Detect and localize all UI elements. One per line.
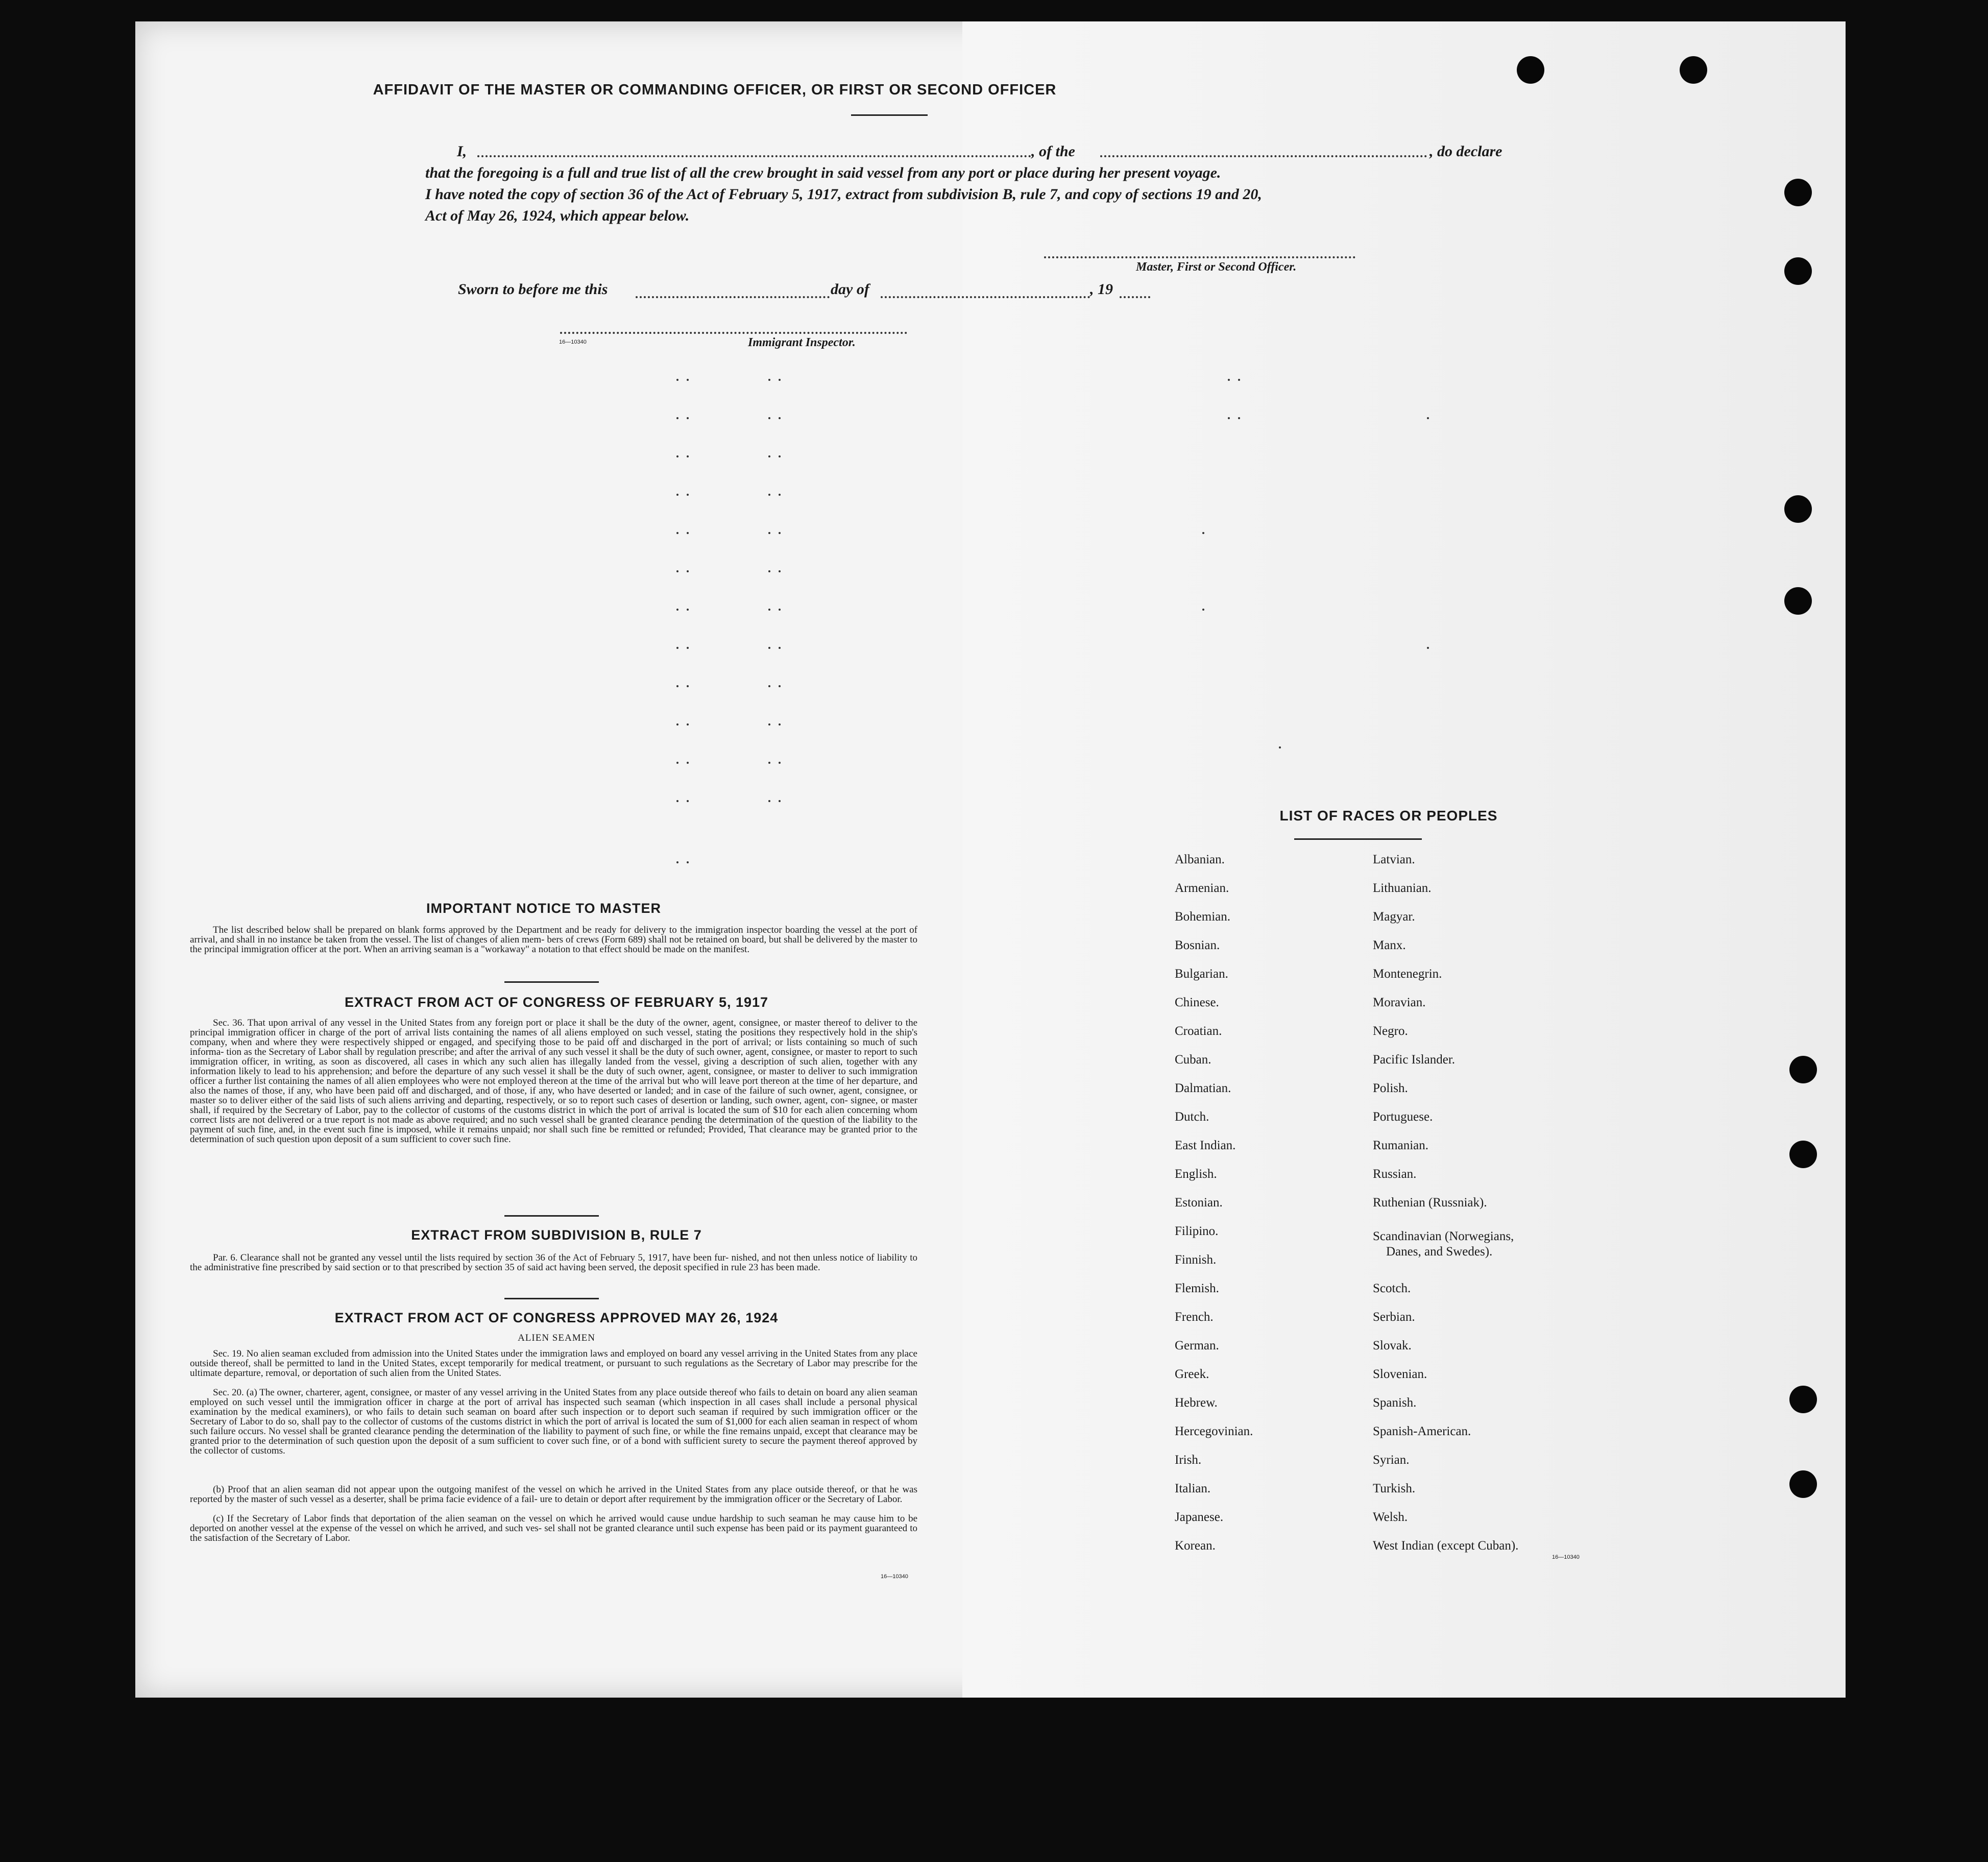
punch-hole — [1784, 257, 1812, 285]
race-item: Croatian. — [1175, 1024, 1222, 1038]
race-item: Flemish. — [1175, 1281, 1219, 1295]
race-item: Finnish. — [1175, 1253, 1217, 1267]
form-number: 16—10340 — [881, 1574, 908, 1580]
race-item: French. — [1175, 1310, 1214, 1324]
punch-hole — [1789, 1386, 1817, 1413]
race-item: Russian. — [1373, 1167, 1417, 1181]
race-item: Lithuanian. — [1373, 881, 1432, 895]
race-item: Hebrew. — [1175, 1396, 1218, 1410]
race-item: Syrian. — [1373, 1453, 1410, 1467]
affidavit-i: I, — [457, 143, 467, 160]
race-item: Estonian. — [1175, 1196, 1223, 1210]
race-item: Bulgarian. — [1175, 967, 1228, 981]
races-rule — [1294, 838, 1422, 840]
punch-hole — [1789, 1141, 1817, 1168]
race-item: Filipino. — [1175, 1224, 1219, 1238]
race-item: Portuguese. — [1373, 1110, 1433, 1124]
section-rule — [504, 981, 599, 983]
race-item: Slovak. — [1373, 1339, 1412, 1352]
race-item: Polish. — [1373, 1081, 1408, 1095]
inspector-line — [560, 332, 907, 334]
document-page — [135, 21, 1846, 1698]
race-item: East Indian. — [1175, 1139, 1236, 1152]
punch-hole — [1517, 56, 1544, 84]
race-item: Irish. — [1175, 1453, 1202, 1467]
extract-rule7-text: Par. 6. Clearance shall not be granted any vessel until the lists required by section 36 of the Act of February 5, 1917, have been fur- nished, and not then unless notice of liability to the administrative fine prescribed by said section or to that prescribed by section 35 of said act having been served, the deposit specified in rule 23 has been made. — [190, 1252, 917, 1273]
race-item: Dutch. — [1175, 1110, 1209, 1124]
race-item: Negro. — [1373, 1024, 1408, 1038]
sworn-month-blank — [881, 296, 1090, 298]
race-item: Turkish. — [1373, 1482, 1416, 1495]
affidavit-of-the: , of the — [1031, 143, 1075, 160]
affidavit-line-2: that the foregoing is a full and true list of all the crew brought in said vessel from any port or place during her present voyage. — [425, 164, 1221, 181]
race-item: Japanese. — [1175, 1510, 1224, 1524]
form-number: 16—10340 — [559, 339, 587, 345]
race-item: Serbian. — [1373, 1310, 1415, 1324]
races-title: LIST OF RACES OR PEOPLES — [1279, 808, 1498, 824]
extract-1924-sec20a: Sec. 20. (a) The owner, charterer, agent, consignee, or master of any vessel arriving in the United States from any place outside thereof who fails to detain on board any alien seaman employed on such vessel until the immigration officer in charge at the port of arrival has inspected such seaman (which inspection in all cases shall include a personal physical examination by the medical examiners), or who fails to detain such seaman on board after such inspection or to deport such seaman if required by such immigration officer or the Secretary of Labor to do so, shall pay to the collector of customs of the customs district in which the port of arrival is located the sum of $1,000 for each alien seaman in respect of whom such failure occurs. No vessel shall be granted clearance pending the determination of the liability to payment of such fine, or while the fine remains unpaid, except that clearance may be granted prior to the determination of such question upon the deposit of a sum sufficient to cover such fine, or of a bond with sufficient surety to secure the payment thereof approved by the collector of customs. — [190, 1387, 918, 1456]
notice-title: IMPORTANT NOTICE TO MASTER — [426, 901, 661, 916]
title-rule — [851, 114, 928, 116]
extract-1924-sec20c: (c) If the Secretary of Labor finds that deportation of the alien seaman on the vessel on which he arrived would cause undue hardship to such seaman he may cause him to be deported on another vessel at the expense of the vessel on which he arrived, and such ves- sel shall not be granted clearance until such expense has been paid or its payment guaranteed to the satisfaction of the Secretary of Labor. — [190, 1513, 918, 1543]
signature-line — [1044, 256, 1355, 258]
extract-1924-title: EXTRACT FROM ACT OF CONGRESS APPROVED MAY 26, 1924 — [334, 1310, 779, 1325]
section-rule — [504, 1298, 599, 1299]
notice-text: The list described below shall be prepared on blank forms approved by the Department and be ready for delivery to the immigration inspector boarding the vessel at the port of arrival, and shall in no instance be taken from the vessel. The list of changes of alien mem- bers of crews (Form 689) shall not be retained on board, but shall be delivered by the master to the principal immigration officer at the port. When an arriving seaman is a "workaway" a notation to that effect should be made on the manifest. — [190, 925, 918, 955]
race-item: Ruthenian (Russniak). — [1373, 1196, 1487, 1210]
sworn-day-blank — [636, 296, 830, 298]
race-item: Pacific Islander. — [1373, 1053, 1456, 1067]
signature-caption: Master, First or Second Officer. — [1136, 260, 1297, 274]
section-rule — [504, 1215, 599, 1217]
race-item: Chinese. — [1175, 996, 1219, 1009]
form-number: 16—10340 — [1552, 1554, 1580, 1560]
punch-hole — [1784, 495, 1812, 523]
race-item: German. — [1175, 1339, 1219, 1352]
name-blank — [477, 155, 1031, 157]
race-item: Bosnian. — [1175, 938, 1220, 952]
race-item: Scotch. — [1373, 1281, 1411, 1295]
alien-seamen-subtitle: ALIEN SEAMEN — [518, 1333, 595, 1343]
race-item: Slovenian. — [1373, 1367, 1427, 1381]
extract-1917-title: EXTRACT FROM ACT OF CONGRESS OF FEBRUARY 5, 1917 — [344, 995, 769, 1010]
punch-hole — [1680, 56, 1707, 84]
sworn-label: Sworn to before me this — [458, 281, 608, 298]
race-item: Bohemian. — [1175, 910, 1231, 924]
vessel-blank — [1100, 155, 1427, 157]
race-item: Danes, and Swedes). — [1386, 1245, 1493, 1259]
race-item: Spanish. — [1373, 1396, 1417, 1410]
punch-hole — [1789, 1056, 1817, 1083]
race-item: Cuban. — [1175, 1053, 1211, 1067]
race-item: Hercegovinian. — [1175, 1424, 1253, 1438]
race-item: Rumanian. — [1373, 1139, 1429, 1152]
race-item: West Indian (except Cuban). — [1373, 1539, 1519, 1553]
race-item: Korean. — [1175, 1539, 1216, 1553]
race-item: Dalmatian. — [1175, 1081, 1231, 1095]
race-item: Magyar. — [1373, 910, 1415, 924]
race-item: English. — [1175, 1167, 1217, 1181]
extract-rule7-title: EXTRACT FROM SUBDIVISION B, RULE 7 — [411, 1227, 702, 1243]
affidavit-line-4: Act of May 26, 1924, which appear below. — [425, 207, 690, 224]
race-item: Albanian. — [1175, 853, 1225, 866]
day-of-label: day of — [831, 281, 869, 298]
race-item: Welsh. — [1373, 1510, 1408, 1524]
race-item: Latvian. — [1373, 853, 1415, 866]
race-item: Moravian. — [1373, 996, 1426, 1009]
affidavit-line-3: I have noted the copy of section 36 of the Act of February 5, 1917, extract from subdivision B, rule 7, and copy of sections 19 and 20, — [425, 186, 1262, 203]
race-item: Manx. — [1373, 938, 1406, 952]
affidavit-do-declare: , do declare — [1429, 143, 1502, 160]
race-item: Italian. — [1175, 1482, 1211, 1495]
extract-1917-text: Sec. 36. That upon arrival of any vessel in the United States from any foreign port or place it shall be the duty of the owner, agent, consignee, or master thereof to deliver to the principal immigration officer in charge of the port of arrival lists containing the names of all aliens employed on such vessel, stating the positions they respectively hold in the ship's company, when and where they were respectively shipped or engaged, and specifying those to be paid off and discharged in the port of arrival; or lists containing so much of such informa- tion as the Secretary of Labor shall by regulation prescribe; and after the arrival of any such vessel it shall be the duty of such owner, agent, consignee, or master to report to such immigration officer, in writing, as soon as discovered, all cases in which any such alien has illegally landed from the vessel, giving a description of such alien, together with any information likely to lead to his apprehension; and before the departure of any such vessel it shall be the duty of such owner, agent, consignee, or master to deliver to such immigration officer a further list containing the names of all alien employees who were not employed thereon at the time of the arrival but who will leave port thereon at the time of her departure, and also the names of those, if any, who have been paid off and discharged, and of those, if any, who have deserted or landed; and in case of the failure of such owner, agent, consignee, or master so to deliver either of the said lists of such aliens arriving and departing, respectively, or so to report such cases of desertion or landing, such owner, agent, con- signee, or master shall, if required by the Secretary of Labor, pay to the collector of customs of the customs district in which the port of arrival is located the sum of $10 for each alien concerning whom correct lists are not delivered or a true report is not made as above required; and no such vessel shall be granted clearance pending the determination of the question of the liability to the payment of such fine, and, in the event such fine is imposed, while it remains unpaid; nor shall such fine be remitted or refunded; Provided, That clearance may be granted prior to the determination of such question upon deposit of a sum sufficient to cover such fine. — [190, 1018, 918, 1145]
extract-1924-sec19: Sec. 19. No alien seaman excluded from admission into the United States under the immigration laws and employed on board any vessel arriving in the United States from any place outside thereof, shall be permitted to land in the United States, except temporarily for medical treatment, or pursuant to such regulations as the Secretary of Labor may prescribe for the ultimate departure, removal, or deportation of such alien from the United States. — [190, 1348, 918, 1379]
race-item: Spanish-American. — [1373, 1424, 1471, 1438]
inspector-caption: Immigrant Inspector. — [748, 336, 856, 349]
year-blank — [1120, 296, 1150, 298]
race-item: Armenian. — [1175, 881, 1229, 895]
punch-hole — [1784, 179, 1812, 206]
race-item: Greek. — [1175, 1367, 1209, 1381]
extract-1924-sec20b: (b) Proof that an alien seaman did not appear upon the outgoing manifest of the vessel on which he arrived in the United States from any place outside thereof, or that he was reported by the master of such vessel as a deserter, shall be prima facie evidence of a fail- ure to detain or deport after requirement by the immigration officer or the Secretary of Labor. — [190, 1484, 917, 1505]
punch-hole — [1784, 587, 1812, 615]
year-label: , 19 — [1090, 281, 1113, 298]
affidavit-title: AFFIDAVIT OF THE MASTER OR COMMANDING OFFICER, OR FIRST OR SECOND OFFICER — [373, 82, 1057, 98]
race-item: Scandinavian (Norwegians, — [1373, 1229, 1514, 1243]
race-item: Montenegrin. — [1373, 967, 1442, 981]
punch-hole — [1789, 1470, 1817, 1498]
